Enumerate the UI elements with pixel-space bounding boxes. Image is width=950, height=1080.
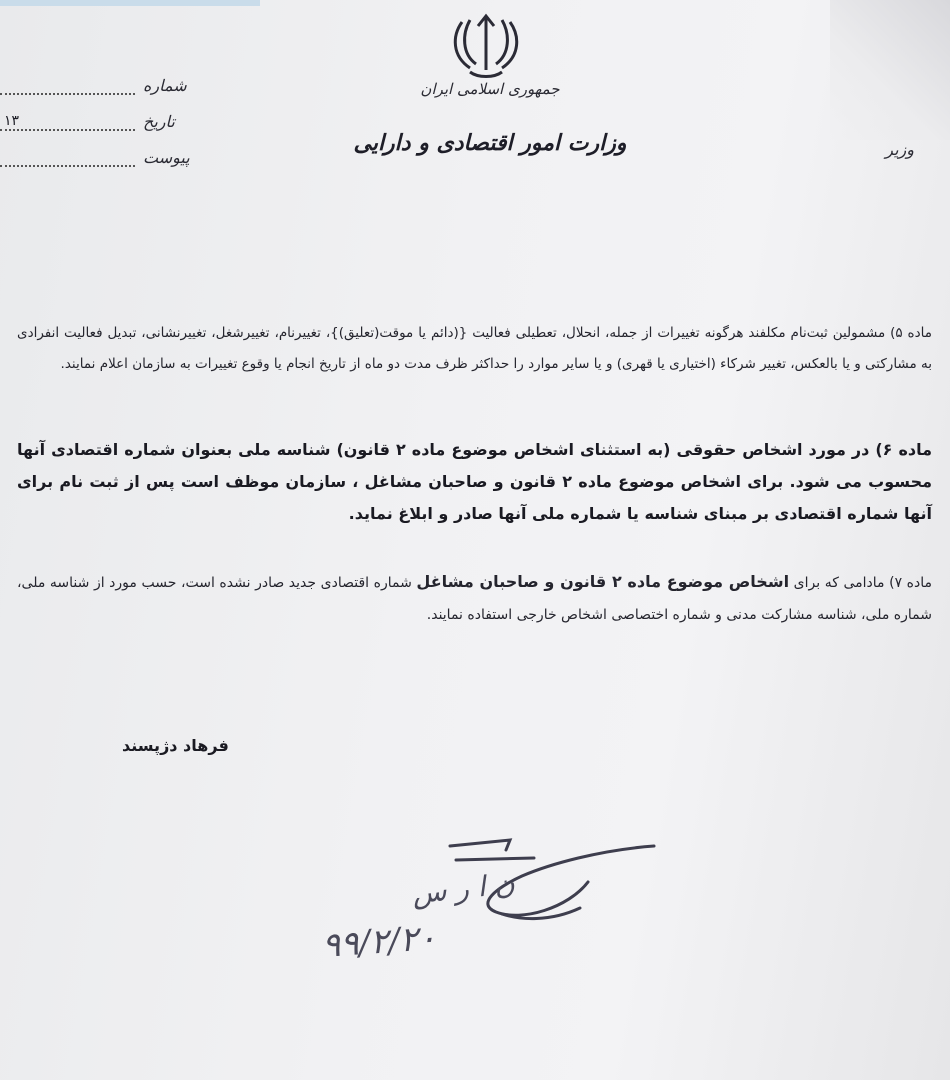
- article-5: ماده ۵) مشمولین ثبت‌نام مکلفند هرگونه تغییرات از جمله، انحلال، تعطیلی فعالیت {(دائم یا موقت(تعلیق)}، تغییرنام، تغییرشغل، تغییرنشانی، تبدیل فعالیت انفرادی به مشارکتی و یا بالعکس، تغییر شرکاء (اختیاری یا قهری) و یا سایر موارد را حداکثر ظرف مدت دو ماه از تاریخ انجام یا وقوع تغییرات به سازمان اعلام نمایند.: [17, 325, 932, 372]
- article-7-prefix: ماده ۷) مادامی که برای: [793, 575, 933, 591]
- signer-name: فرهاد دژپسند: [122, 736, 229, 755]
- paper-fold-shadow: [830, 0, 950, 140]
- minister-label: وزیر: [885, 140, 914, 159]
- article-7: [17, 566, 932, 631]
- article-7-rest: شماره اقتصادی جدید صادر نشده است، حسب مورد از شناسه ملی، شماره ملی، شناسه مشارکت مدنی و شماره اختصاصی اشخاص خارجی استفاده نمایند.: [17, 575, 932, 623]
- paper-top-strip: [0, 0, 260, 6]
- republic-label: جمهوری اسلامی ایران: [420, 80, 560, 98]
- handwritten-initials: ن ا ر س: [410, 866, 517, 911]
- number-field: [0, 76, 187, 95]
- article-7-bold: اشخاص موضوع ماده ۲ قانون و صاحبان مشاغل: [416, 572, 790, 591]
- number-label: شماره: [143, 76, 187, 95]
- handwritten-date: ۹۹/۲/۲۰: [320, 918, 438, 966]
- attachment-label: پیوست: [143, 148, 190, 167]
- ministry-title: وزارت امور اقتصادی و دارایی: [353, 130, 627, 156]
- date-value: ۱۳: [4, 113, 20, 129]
- attachment-field: [0, 148, 190, 167]
- date-field: [0, 112, 175, 131]
- date-label: تاریخ: [143, 112, 175, 131]
- date-dots: [0, 115, 135, 131]
- iran-emblem-icon: [448, 12, 524, 82]
- attachment-dots: [0, 151, 135, 167]
- number-dots: [0, 79, 135, 95]
- article-6: ماده ۶) در مورد اشخاص حقوقی (به استثنای اشخاص موضوع ماده ۲ قانون) شناسه ملی بعنوان شماره اقتصادی آنها محسوب می شود. برای اشخاص موضوع ماده ۲ قانون و صاحبان مشاغل ، سازمان موظف است پس از ثبت نام برای آنها شماره اقتصادی بر مبنای شناسه یا شماره ملی آنها صادر و ابلاغ نماید.: [17, 440, 933, 523]
